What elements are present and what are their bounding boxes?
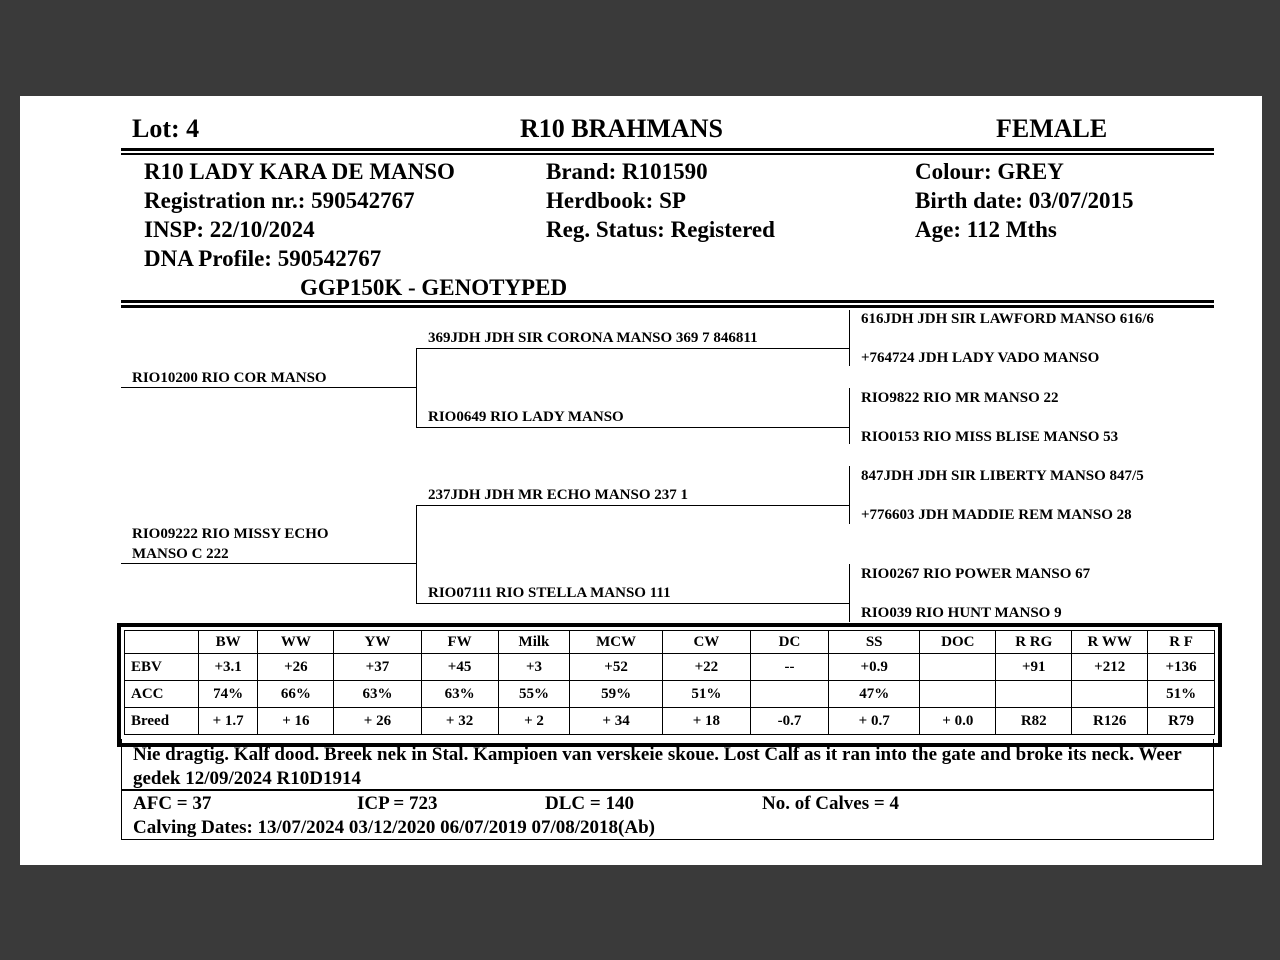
breeder-title: R10 BRAHMANS: [520, 114, 723, 143]
table-cell: [996, 681, 1072, 708]
table-cell: -0.7: [751, 708, 829, 735]
dam-line: [121, 563, 416, 564]
table-cell: 66%: [258, 681, 334, 708]
notes-box: Nie dragtig. Kalf dood. Breek nek in Stal. Kampioen van verskeie skoue. Lost Calf as it ran into the gate and broke its neck. Weer gedek 12/09/2024 R10D1914: [121, 739, 1214, 790]
table-cell: + 34: [570, 708, 662, 735]
table-cell: + 2: [498, 708, 570, 735]
table-cell: +0.9: [829, 654, 920, 681]
gg-connector-1: [849, 310, 850, 366]
table-cell: 74%: [198, 681, 258, 708]
header-rule-2: [121, 153, 1214, 155]
reg-status: Reg. Status: Registered: [546, 217, 775, 242]
pedigree-gg-3: RIO9822 RIO MR MANSO 22: [861, 390, 1059, 406]
ebv-col-header: CW: [662, 631, 750, 654]
table-cell: R126: [1072, 708, 1148, 735]
table-cell: + 26: [334, 708, 421, 735]
dlc-value: DLC = 140: [545, 793, 634, 814]
ebv-col-header: DC: [751, 631, 829, 654]
ebv-col-header: R WW: [1072, 631, 1148, 654]
sex-label: FEMALE: [996, 114, 1108, 143]
ebv-col-header: YW: [334, 631, 421, 654]
table-cell: 55%: [498, 681, 570, 708]
table-cell: R82: [996, 708, 1072, 735]
ebv-table: [124, 630, 1215, 735]
sire-connector: [416, 348, 417, 428]
icp-value: ICP = 723: [357, 793, 438, 814]
row-label: EBV: [125, 654, 199, 681]
birth-date: Birth date: 03/07/2015: [915, 188, 1134, 213]
sd-line: [416, 427, 849, 428]
animal-name: R10 LADY KARA DE MANSO: [144, 159, 455, 184]
table-cell: +52: [570, 654, 662, 681]
info-rule: [121, 300, 1214, 303]
table-cell: + 1.7: [198, 708, 258, 735]
breed-row: [125, 708, 1215, 735]
ss-line: [416, 348, 849, 349]
table-cell: 63%: [334, 681, 421, 708]
table-cell: +91: [996, 654, 1072, 681]
table-cell: +22: [662, 654, 750, 681]
table-cell: R79: [1148, 708, 1215, 735]
ebv-col-header: Milk: [498, 631, 570, 654]
row-label: ACC: [125, 681, 199, 708]
ebv-col-header: WW: [258, 631, 334, 654]
pedigree-sire-dam: RIO0649 RIO LADY MANSO: [428, 409, 624, 425]
pedigree-sire-sire: 369JDH JDH SIR CORONA MANSO 369 7 846811: [428, 330, 758, 346]
table-cell: [920, 654, 996, 681]
pedigree-gg-7: RIO0267 RIO POWER MANSO 67: [861, 566, 1091, 582]
ebv-col-header: R F: [1148, 631, 1215, 654]
colour: Colour: GREY: [915, 159, 1064, 184]
table-cell: [920, 681, 996, 708]
ebv-col-header: R RG: [996, 631, 1072, 654]
table-cell: + 16: [258, 708, 334, 735]
ebv-col-header: DOC: [920, 631, 996, 654]
header-rule: [121, 148, 1214, 151]
table-cell: +45: [421, 654, 498, 681]
pedigree-gg-4: RIO0153 RIO MISS BLISE MANSO 53: [861, 429, 1119, 445]
table-cell: +3.1: [198, 654, 258, 681]
calving-dates: Calving Dates: 13/07/2024 03/12/2020 06/07/2019 07/08/2018(Ab): [133, 817, 655, 838]
gg-connector-2: [849, 388, 850, 444]
pedigree-gg-2: +764724 JDH LADY VADO MANSO: [861, 350, 1100, 366]
table-cell: + 32: [421, 708, 498, 735]
inspection-date: INSP: 22/10/2024: [144, 217, 315, 242]
table-cell: + 18: [662, 708, 750, 735]
registration-number: Registration nr.: 590542767: [144, 188, 415, 213]
genotype-status: GGP150K - GENOTYPED: [300, 275, 568, 300]
table-cell: 51%: [1148, 681, 1215, 708]
row-label: Breed: [125, 708, 199, 735]
lot-number: Lot: 4: [132, 114, 200, 143]
table-cell: 51%: [662, 681, 750, 708]
ebv-col-header: BW: [198, 631, 258, 654]
ebv-row: [125, 654, 1215, 681]
pedigree-gg-8: RIO039 RIO HUNT MANSO 9: [861, 605, 1062, 621]
afc-value: AFC = 37: [133, 793, 212, 814]
dam-connector: [416, 505, 417, 604]
ebv-header-row: [125, 631, 1215, 654]
calves-count: No. of Calves = 4: [762, 793, 899, 814]
pedigree-gg-6: +776603 JDH MADDIE REM MANSO 28: [861, 507, 1132, 523]
calving-box: [121, 790, 1214, 840]
table-cell: [751, 681, 829, 708]
gg-connector-4: [849, 564, 850, 622]
ebv-col-header: SS: [829, 631, 920, 654]
ebv-col-header: [125, 631, 199, 654]
ebv-col-header: FW: [421, 631, 498, 654]
info-rule-2: [121, 305, 1214, 308]
ebv-col-header: MCW: [570, 631, 662, 654]
pedigree-gg-5: 847JDH JDH SIR LIBERTY MANSO 847/5: [861, 468, 1144, 484]
table-cell: +136: [1148, 654, 1215, 681]
table-cell: +26: [258, 654, 334, 681]
table-cell: --: [751, 654, 829, 681]
pedigree-dam-dam: RIO07111 RIO STELLA MANSO 111: [428, 585, 671, 601]
table-cell: +3: [498, 654, 570, 681]
ds-line: [416, 505, 849, 506]
pedigree-gg-1: 616JDH JDH SIR LAWFORD MANSO 616/6: [861, 311, 1154, 327]
dd-line: [416, 603, 849, 604]
pedigree-dam-sire: 237JDH JDH MR ECHO MANSO 237 1: [428, 487, 688, 503]
table-cell: +212: [1072, 654, 1148, 681]
age: Age: 112 Mths: [915, 217, 1057, 242]
brand: Brand: R101590: [546, 159, 708, 184]
pedigree-dam-line1: RIO09222 RIO MISSY ECHO: [132, 526, 329, 542]
gg-connector-3: [849, 466, 850, 524]
catalogue-page: [20, 96, 1262, 865]
table-cell: +37: [334, 654, 421, 681]
table-cell: 59%: [570, 681, 662, 708]
herdbook: Herdbook: SP: [546, 188, 686, 213]
table-cell: 47%: [829, 681, 920, 708]
table-cell: [1072, 681, 1148, 708]
dna-profile: DNA Profile: 590542767: [144, 246, 382, 271]
acc-row: [125, 681, 1215, 708]
table-cell: + 0.0: [920, 708, 996, 735]
table-cell: 63%: [421, 681, 498, 708]
pedigree-dam-line2: MANSO C 222: [132, 546, 229, 562]
ebv-table-frame: [117, 623, 1222, 747]
pedigree-sire: RIO10200 RIO COR MANSO: [132, 370, 327, 386]
sire-line: [121, 387, 416, 388]
table-cell: + 0.7: [829, 708, 920, 735]
